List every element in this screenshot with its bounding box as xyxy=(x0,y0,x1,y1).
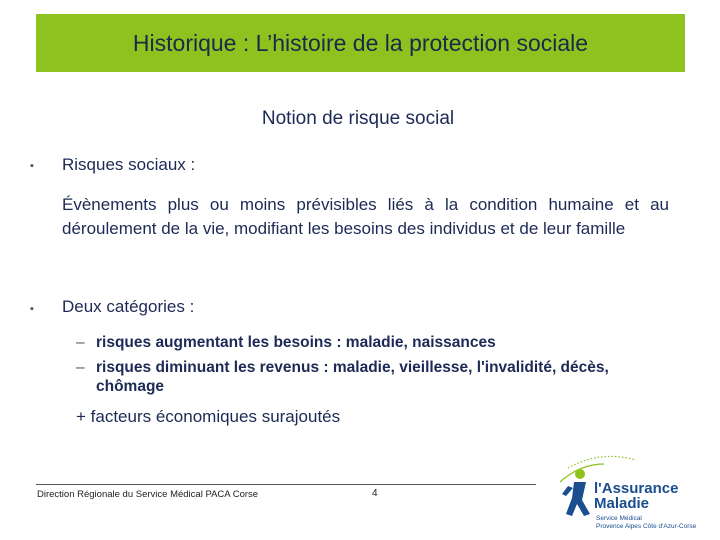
page-number: 4 xyxy=(372,488,378,499)
sub-item-text: risques diminuant les revenus : maladie, vieillesse, l'invalidité, décès, chômage xyxy=(96,359,609,395)
sub-list-item xyxy=(76,358,656,396)
item-label-risques-sociaux: Risques sociaux : xyxy=(62,155,196,174)
logo-name xyxy=(594,481,678,511)
title-bar xyxy=(36,14,685,72)
footer-divider xyxy=(36,484,536,485)
logo-sub-line2: Provence Alpes Côte d'Azur-Corse xyxy=(596,523,697,530)
logo-name-line2: Maladie xyxy=(594,495,650,512)
dash-icon: – xyxy=(76,359,85,376)
slide-subtitle: Notion de risque social xyxy=(261,108,455,129)
bullet-icon: ▪ xyxy=(30,303,34,315)
extra-note: + facteurs économiques surajoutés xyxy=(76,407,341,426)
logo-subtitle xyxy=(596,515,696,531)
sub-item-text: risques augmentant les besoins : maladie, naissances xyxy=(96,334,496,351)
slide-title: Historique : L’histoire de la protection sociale xyxy=(132,29,589,56)
sub-list xyxy=(76,333,656,402)
footer-organization: Direction Régionale du Service Médical PACA Corse xyxy=(37,489,259,500)
logo-name-line1: l'Assurance xyxy=(594,480,679,497)
item-label-deux-categories: Deux catégories : xyxy=(62,297,195,316)
sub-list-item xyxy=(76,333,656,352)
logo-sub-line1: Service Médical xyxy=(596,515,642,522)
item-description: Évènements plus ou moins prévisibles liés à la condition humaine et au déroulement de la vie, modifiant les besoins des individus et de leur famille xyxy=(62,195,669,238)
bullet-icon: ▪ xyxy=(30,160,34,172)
dash-icon: – xyxy=(76,334,85,351)
